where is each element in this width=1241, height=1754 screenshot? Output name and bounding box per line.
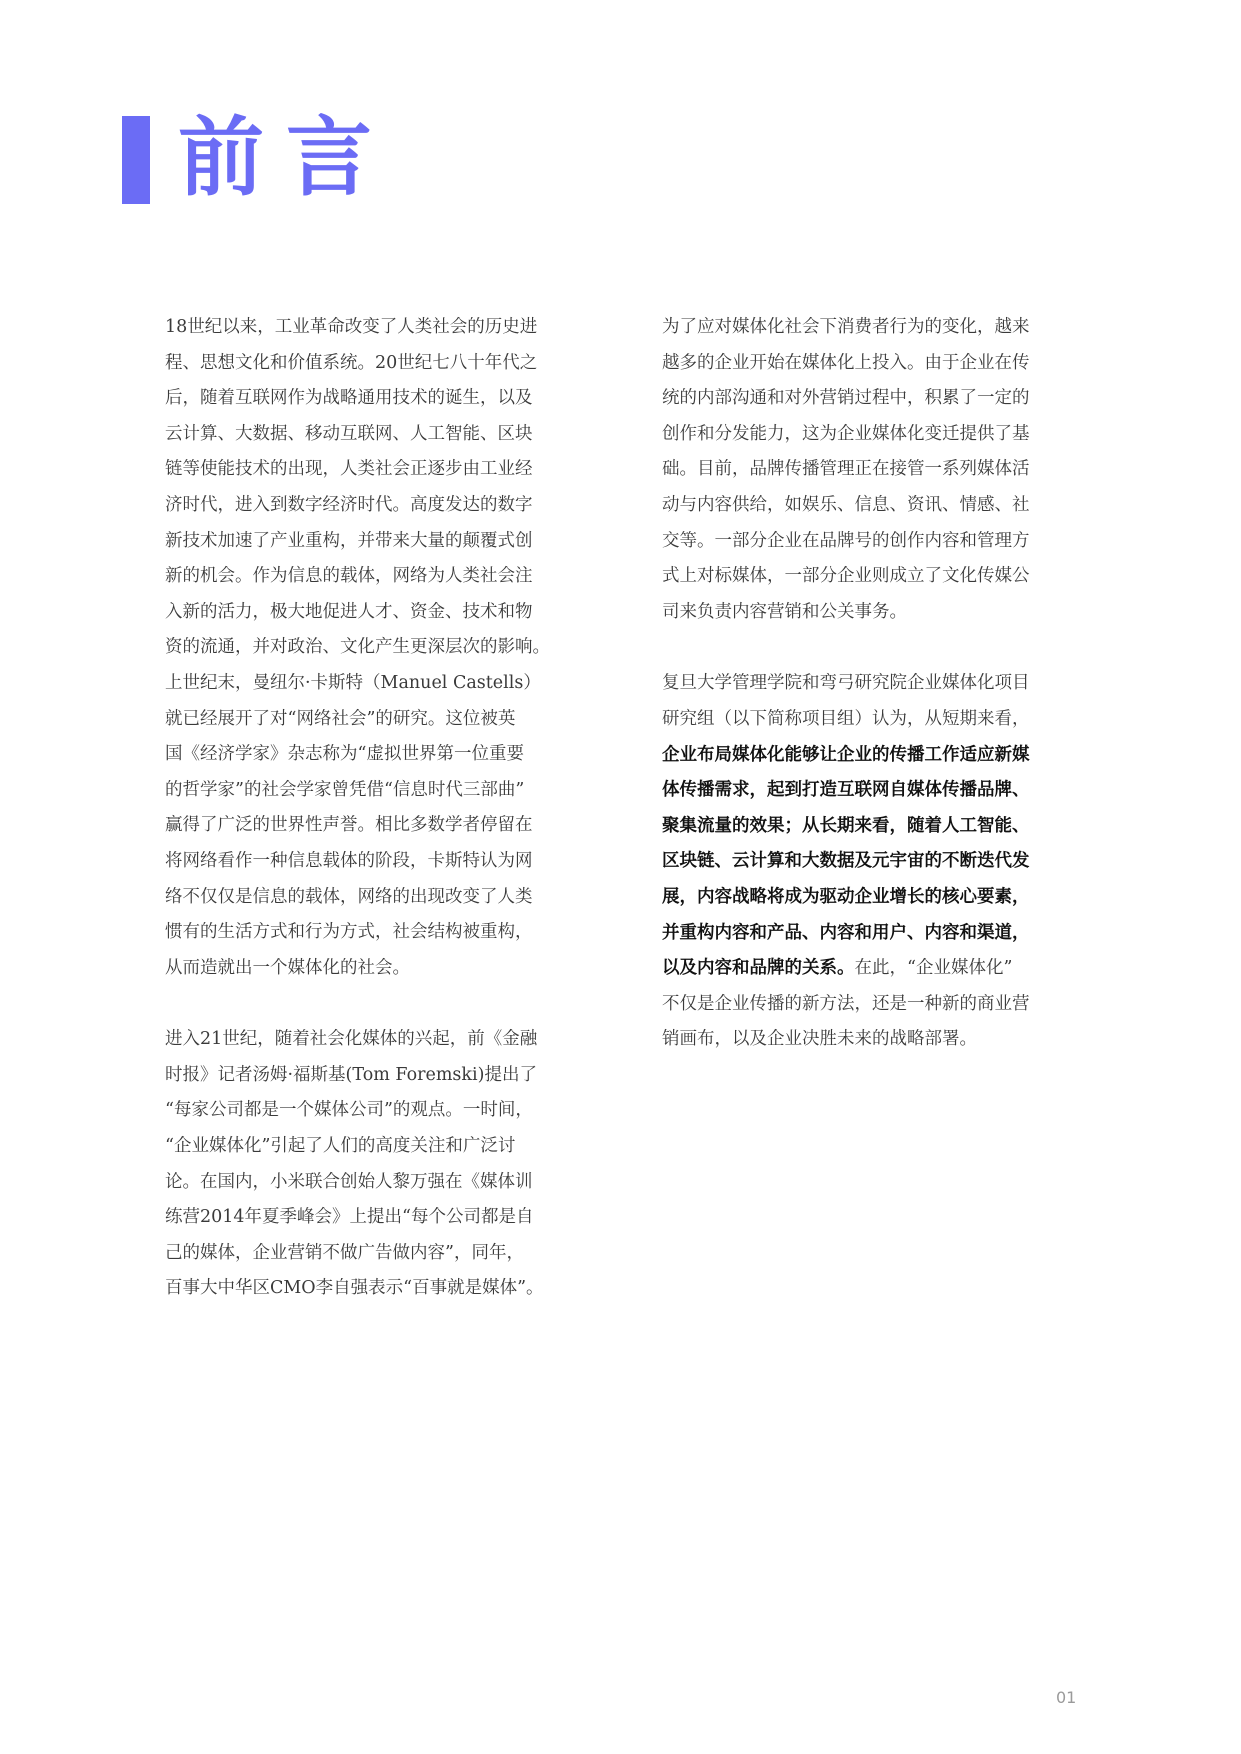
text-line: 统的内部沟通和对外营销过程中，积累了一定的	[662, 388, 1030, 409]
text-line: “企业媒体化”引起了人们的高度关注和广泛讨	[165, 1136, 516, 1157]
bold-text-line: 聚集流量的效果；从长期来看，随着人工智能、	[662, 815, 1030, 836]
page-number: 01	[1056, 1688, 1077, 1707]
bold-text-line: 企业布局媒体化能够让企业的传播工作适应新媒	[662, 744, 1030, 765]
text-line: 入新的活力，极大地促进人才、资金、技术和物	[165, 601, 533, 622]
text-line: 后，随着互联网作为战略通用技术的诞生，以及	[165, 388, 533, 409]
text-line: 济时代，进入到数字经济时代。高度发达的数字	[165, 494, 533, 515]
text-line: 销画布，以及企业决胜未来的战略部署。	[662, 1029, 977, 1050]
text-line: 不仅是企业传播的新方法，还是一种新的商业营	[662, 993, 1030, 1014]
text-line: 的哲学家”的社会学家曾凭借“信息时代三部曲”	[165, 779, 525, 800]
text-line: 为了应对媒体化社会下消费者行为的变化，越来	[662, 317, 1030, 337]
page-title: 前言	[178, 107, 394, 208]
text-line: 18世纪以来，工业革命改变了人类社会的历史进	[165, 317, 538, 337]
paragraph-1	[165, 310, 595, 986]
paragraph-3	[662, 310, 1092, 630]
left-column	[165, 310, 595, 1343]
text-line: 交等。一部分企业在品牌号的创作内容和管理方	[662, 530, 1030, 551]
right-column	[662, 310, 1092, 1094]
text-line: 新的机会。作为信息的载体，网络为人类社会注	[165, 566, 533, 587]
text-line: 式上对标媒体，一部分企业则成立了文化传媒公	[662, 566, 1030, 587]
bold-text-line: 区块链、云计算和大数据及元宇宙的不断迭代发	[662, 851, 1030, 872]
title-accent-bar	[122, 116, 150, 204]
paragraph-4	[662, 666, 1092, 1058]
text-line: 国《经济学家》杂志称为“虚拟世界第一位重要	[165, 744, 524, 765]
text-line: 论。在国内，小米联合创始人黎万强在《媒体训	[165, 1171, 533, 1192]
bold-text-span: 以及内容和品牌的关系。	[662, 958, 855, 979]
text-line: 进入21世纪，随着社会化媒体的兴起，前《金融	[165, 1029, 538, 1050]
bold-text-line: 展，内容战略将成为驱动企业增长的核心要素，	[662, 886, 1030, 907]
mixed-text-line	[662, 951, 1092, 987]
text-line: 动与内容供给，如娱乐、信息、资讯、情感、社	[662, 494, 1030, 515]
text-line: 程、思想文化和价值系统。20世纪七八十年代之	[165, 352, 538, 373]
text-line: 时报》记者汤姆·福斯基(Tom Foremski)提出了	[165, 1064, 537, 1085]
text-line: 上世纪末，曼纽尔·卡斯特（Manuel Castells）	[165, 672, 541, 693]
text-span: 在此，“企业媒体化”	[854, 958, 1013, 979]
text-line: 础。目前，品牌传播管理正在接管一系列媒体活	[662, 459, 1030, 480]
text-line: 研究组（以下简称项目组）认为，从短期来看，	[662, 708, 1030, 729]
text-line: 己的媒体，企业营销不做广告做内容”，同年，	[165, 1242, 524, 1263]
text-line: 云计算、大数据、移动互联网、人工智能、区块	[165, 423, 533, 444]
text-line: 创作和分发能力，这为企业媒体化变迁提供了基	[662, 423, 1030, 444]
text-line: 复旦大学管理学院和弯弓研究院企业媒体化项目	[662, 673, 1030, 694]
text-line: 就已经展开了对“网络社会”的研究。这位被英	[165, 708, 516, 729]
text-line: 将网络看作一种信息载体的阶段，卡斯特认为网	[165, 850, 533, 871]
bold-text-line: 并重构内容和产品、内容和用户、内容和渠道，	[662, 922, 1030, 943]
text-line: 百事大中华区CMO李自强表示“百事就是媒体”。	[165, 1278, 544, 1299]
text-line: 惯有的生活方式和行为方式，社会结构被重构，	[165, 922, 533, 943]
text-line: 链等使能技术的出现，人类社会正逐步由工业经	[165, 459, 533, 480]
text-line: 新技术加速了产业重构，并带来大量的颠覆式创	[165, 530, 533, 551]
text-line: 从而造就出一个媒体化的社会。	[165, 957, 410, 978]
text-line: 越多的企业开始在媒体化上投入。由于企业在传	[662, 352, 1030, 373]
paragraph-2	[165, 1022, 595, 1307]
text-line: 资的流通，并对政治、文化产生更深层次的影响。	[165, 637, 550, 658]
text-line: “每家公司都是一个媒体公司”的观点。一时间，	[165, 1100, 533, 1121]
text-line: 司来负责内容营销和公关事务。	[662, 601, 907, 622]
text-line: 练营2014年夏季峰会》上提出“每个公司都是自	[165, 1207, 534, 1228]
text-line: 赢得了广泛的世界性声誉。相比多数学者停留在	[165, 815, 533, 836]
bold-text-line: 体传播需求，起到打造互联网自媒体传播品牌、	[662, 780, 1030, 801]
text-line: 络不仅仅是信息的载体，网络的出现改变了人类	[165, 886, 533, 907]
